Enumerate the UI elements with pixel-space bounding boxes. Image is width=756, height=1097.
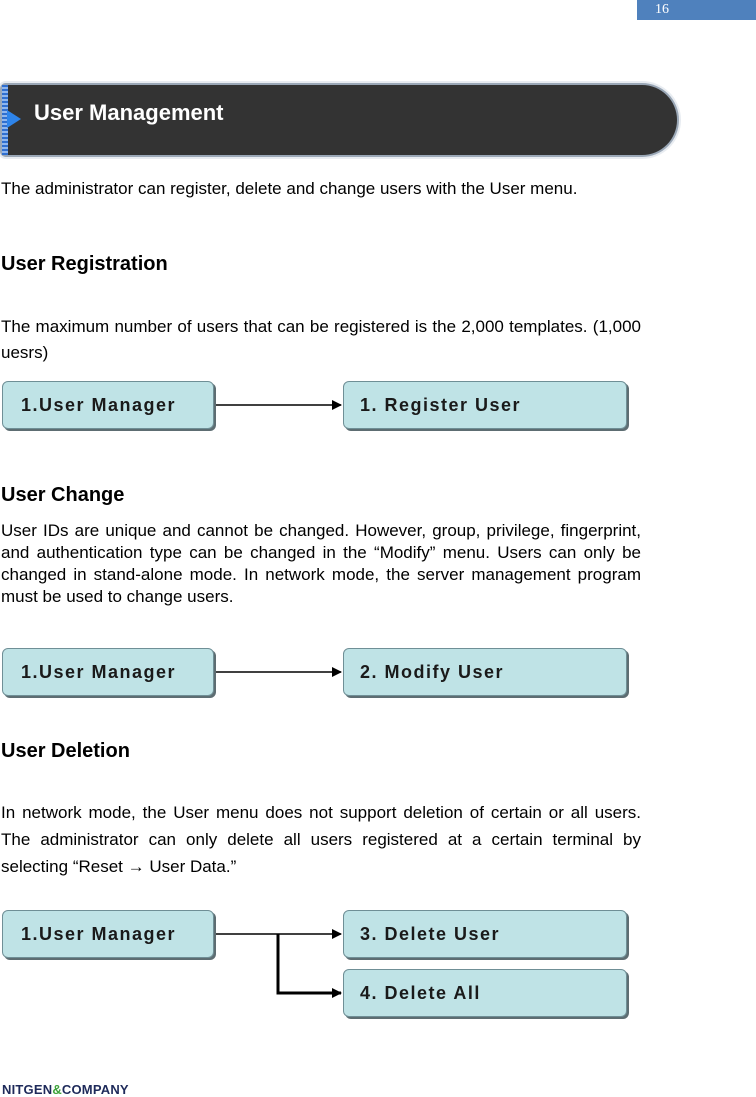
delete-all-box: 4. Delete All (343, 969, 627, 1017)
section-banner (2, 85, 677, 155)
change-paragraph: User IDs are unique and cannot be changed. However, group, privilege, fingerprint, and authentication type can be changed in the “Modify” menu. Users can only be changed in stand-alone mode. In network mode, the server management program must be used to change users. (1, 521, 641, 606)
change-heading: User Change (1, 484, 125, 506)
registration-paragraph: The maximum number of users that can be registered is the 2,000 templates. (1,000 uesrs) (1, 317, 641, 362)
registration-heading: User Registration (1, 253, 168, 275)
page-number: 16 (637, 0, 756, 20)
user-manager-box: 1.User Manager (2, 381, 214, 429)
modify-user-box: 2. Modify User (343, 648, 627, 696)
register-user-box: 1. Register User (343, 381, 627, 429)
delete-user-box: 3. Delete User (343, 910, 627, 958)
user-manager-box: 1.User Manager (2, 648, 214, 696)
deletion-paragraph: In network mode, the User menu does not support deletion of certain or all users. The administrator can only delete all users registered at a certain terminal by selecting “Reset → User Data.” (1, 803, 641, 876)
banner-title: User Management (34, 100, 224, 125)
intro-paragraph: The administrator can register, delete and change users with the User menu. (1, 179, 578, 198)
triangle-right-icon (7, 110, 21, 128)
company-logo: NITGEN&COMPANY (2, 1082, 129, 1097)
deletion-heading: User Deletion (1, 740, 130, 762)
user-manager-box: 1.User Manager (2, 910, 214, 958)
delete-all-arrow (278, 934, 341, 993)
